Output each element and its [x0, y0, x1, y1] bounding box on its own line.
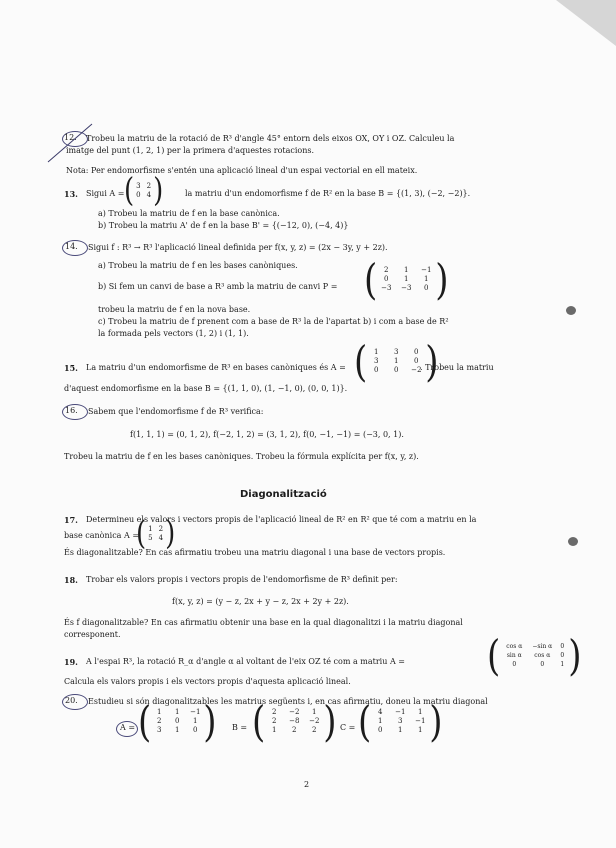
exercise-14-number: 14.: [65, 242, 78, 251]
matrix-b-label: B =: [232, 723, 248, 732]
matrix-b: ( 2 −2 1 2 −8 −2 1 2 2 ): [252, 696, 337, 747]
matrix-entry: −2: [289, 708, 300, 716]
note-text: Nota: Per endomorfisme s'entén una aplicació lineal d'un espai vectorial en ell mateix.: [66, 166, 418, 175]
matrix-entry: 1: [148, 525, 153, 533]
matrix-entry: 1: [175, 708, 180, 716]
matrix-13: ( 3 2 0 4 ): [124, 172, 164, 210]
matrix-entry: cos α: [506, 643, 523, 650]
exercise-20-text: Estudieu si són diagonalitzables les matrius següents i, en cas afirmatiu, doneu la matriu diagonal: [88, 697, 488, 706]
matrix-entry: 0: [378, 726, 383, 734]
matrix-entry: 1: [404, 275, 409, 283]
matrix-entry: 3: [374, 357, 379, 365]
matrix-entry: 1: [312, 708, 317, 716]
matrix-a: ( 1 1 −1 2 0 1 3 1 0 ): [138, 696, 217, 747]
matrix-entry: 1: [418, 708, 423, 716]
exercise-18-text: Trobar els valors propis i vectors propis de l'endomorfisme de R³ definit per:: [86, 575, 398, 584]
matrix-entry: 1: [272, 726, 277, 734]
matrix-15: ( 1 3 0 3 1 0 0 0 −2 ): [354, 336, 439, 387]
matrix-entry: 0: [560, 652, 565, 659]
exercise-12-text: Trobeu la matriu de la rotació de R³ d'angle 45° entorn dels eixos OX, OY i OZ. Calculeu la: [86, 134, 455, 143]
exercise-15-number: 15.: [64, 363, 78, 373]
exercise-12-text: imatge del punt (1, 2, 1) per la primera d'aquestes rotacions.: [66, 146, 315, 155]
exercise-15-text: d'aquest endomorfisme en la base B = {(1, 1, 0), (1, −1, 0), (0, 0, 1)}.: [64, 384, 348, 393]
exercise-14-part-b: b) Si fem un canvi de base a R³ amb la matriu de canvi P =: [98, 282, 338, 291]
matrix-entry: −1: [421, 266, 432, 274]
matrix-entry: −3: [401, 284, 412, 292]
exercise-18-text: És f diagonalitzable? En cas afirmatiu obtenir una base en la qual diagonalitzi i la matriu diagonal: [64, 618, 463, 627]
exercise-16-number: 16.: [65, 406, 78, 415]
matrix-entry: 0: [414, 348, 419, 356]
page-number: 2: [304, 780, 310, 789]
matrix-entry: 2: [292, 726, 297, 734]
matrix-14: ( 2 1 −1 0 1 1 −3 −3 0 ): [364, 254, 449, 305]
exercise-18-number: 18.: [64, 575, 78, 585]
matrix-entry: −1: [395, 708, 406, 716]
matrix-entry: 2: [384, 266, 389, 274]
matrix-entry: −1: [190, 708, 201, 716]
matrix-entry: 4: [146, 191, 152, 199]
matrix-entry: 1: [193, 717, 198, 725]
matrix-entry: cos α: [534, 652, 551, 659]
matrix-entry: 1: [424, 275, 429, 283]
exercise-13-text: Sigui A =: [86, 189, 125, 198]
matrix-entry: 1: [404, 266, 409, 274]
matrix-entry: 0: [384, 275, 389, 283]
matrix-entry: −2: [309, 717, 320, 725]
matrix-entry: 0: [136, 191, 141, 199]
matrix-entry: 1: [374, 348, 379, 356]
matrix-entry: −sin α: [532, 643, 553, 650]
matrix-entry: 3: [394, 348, 399, 356]
matrix-entry: 4: [378, 708, 383, 716]
exercise-13-part-b: b) Trobeu la matriu A' de f en la base B' = {(−12, 0), (−4, 4)}: [98, 221, 349, 230]
exercise-13-number: 13.: [64, 189, 78, 199]
exercise-15-text: La matriu d'un endomorfisme de R³ en bases canòniques és A =: [86, 363, 346, 372]
matrix-entry: −1: [415, 717, 426, 725]
exercise-18-text: corresponent.: [64, 630, 121, 639]
matrix-entry: 0: [394, 366, 399, 374]
matrix-17: ( 1 2 5 4 ): [136, 515, 176, 553]
matrix-entry: 2: [157, 717, 162, 725]
matrix-entry: 3: [398, 717, 403, 725]
matrix-entry: 0: [424, 284, 429, 292]
exercise-14-part-c: c) Trobeu la matriu de f prenent com a base de R³ la de l'apartat b) i com a base de R²: [98, 317, 449, 326]
exercise-15-text: . Trobeu la matriu: [420, 363, 494, 372]
matrix-entry: 1: [394, 357, 399, 365]
matrix-entry: 1: [157, 708, 162, 716]
punch-hole: [566, 306, 576, 315]
matrix-entry: sin α: [506, 652, 522, 659]
pen-stroke-mark: [40, 118, 100, 168]
matrix-entry: −3: [381, 284, 392, 292]
matrix-c-label: C =: [340, 723, 356, 732]
matrix-entry: 0: [512, 661, 517, 668]
exercise-18-equation: f(x, y, z) = (y − z, 2x + y − z, 2x + 2y + 2z).: [172, 597, 349, 606]
exercise-13-part-a: a) Trobeu la matriu de f en la base canònica.: [98, 209, 280, 218]
matrix-19: ( cos α −sin α 0 sin α cos α 0 0 0 1 ): [487, 630, 582, 681]
matrix-entry: −2: [411, 366, 422, 374]
page-fold-corner: [556, 0, 616, 46]
matrix-a-label: A =: [120, 723, 136, 732]
matrix-entry: 0: [193, 726, 198, 734]
exercise-17-text: És diagonalitzable? En cas afirmatiu trobeu una matriu diagonal i una base de vectors propis.: [64, 548, 446, 557]
matrix-entry: 4: [158, 534, 164, 542]
matrix-entry: 1: [378, 717, 383, 725]
punch-hole: [568, 537, 578, 546]
matrix-entry: 0: [560, 643, 565, 650]
exercise-16-text: Trobeu la matriu de f en les bases canòniques. Trobeu la fórmula explícita per f(x, y, z).: [64, 452, 419, 461]
matrix-entry: 5: [148, 534, 153, 542]
exercise-17-text: Determineu els valors i vectors propis de l'aplicació lineal de R² en R² que té com a matriu en la: [86, 515, 477, 524]
exercise-19-text: A l'espai R³, la rotació R_α d'angle α al voltant de l'eix OZ té com a matriu A =: [86, 657, 405, 666]
exercise-14-part-b-text: trobeu la matriu de f en la nova base.: [98, 305, 251, 314]
exercise-12-number: 12.: [64, 133, 77, 142]
exercise-19-text: Calcula els valors propis i els vectors propis d'aquesta aplicació lineal.: [64, 677, 351, 686]
exercise-14-text: Sigui f : R³ → R³ l'aplicació lineal definida per f(x, y, z) = (2x − 3y, y + 2z).: [88, 243, 388, 252]
matrix-entry: 1: [418, 726, 423, 734]
exercise-16-text: Sabem que l'endomorfisme f de R³ verifica:: [88, 407, 264, 416]
matrix-entry: 3: [136, 182, 141, 190]
matrix-entry: 0: [540, 661, 545, 668]
matrix-entry: 1: [175, 726, 180, 734]
section-title: Diagonalització: [240, 489, 327, 500]
matrix-entry: 1: [560, 661, 565, 668]
matrix-entry: −8: [289, 717, 300, 725]
exercise-14-part-a: a) Trobeu la matriu de f en les bases canòniques.: [98, 261, 298, 270]
matrix-entry: 0: [374, 366, 379, 374]
matrix-entry: 0: [414, 357, 419, 365]
exercise-16-equation: f(1, 1, 1) = (0, 1, 2), f(−2, 1, 2) = (3, 1, 2), f(0, −1, −1) = (−3, 0, 1).: [130, 430, 404, 439]
exercise-13-text: la matriu d'un endomorfisme f de R² en la base B = {(1, 3), (−2, −2)}.: [185, 189, 471, 198]
exercise-17-number: 17.: [64, 515, 78, 525]
exercise-20-number: 20.: [65, 696, 78, 705]
matrix-entry: 2: [158, 525, 164, 533]
matrix-entry: 1: [398, 726, 403, 734]
matrix-entry: 2: [312, 726, 317, 734]
exercise-19-number: 19.: [64, 657, 78, 667]
exercise-14-part-c-text: la formada pels vectors (1, 2) i (1, 1).: [98, 329, 249, 338]
matrix-entry: 3: [157, 726, 162, 734]
matrix-c: ( 4 −1 1 1 3 −1 0 1 1 ): [358, 696, 443, 747]
matrix-entry: 2: [272, 717, 277, 725]
matrix-entry: 2: [272, 708, 277, 716]
matrix-entry: 2: [146, 182, 152, 190]
exercise-17-text: base canònica A =: [64, 531, 140, 540]
matrix-entry: 0: [175, 717, 180, 725]
